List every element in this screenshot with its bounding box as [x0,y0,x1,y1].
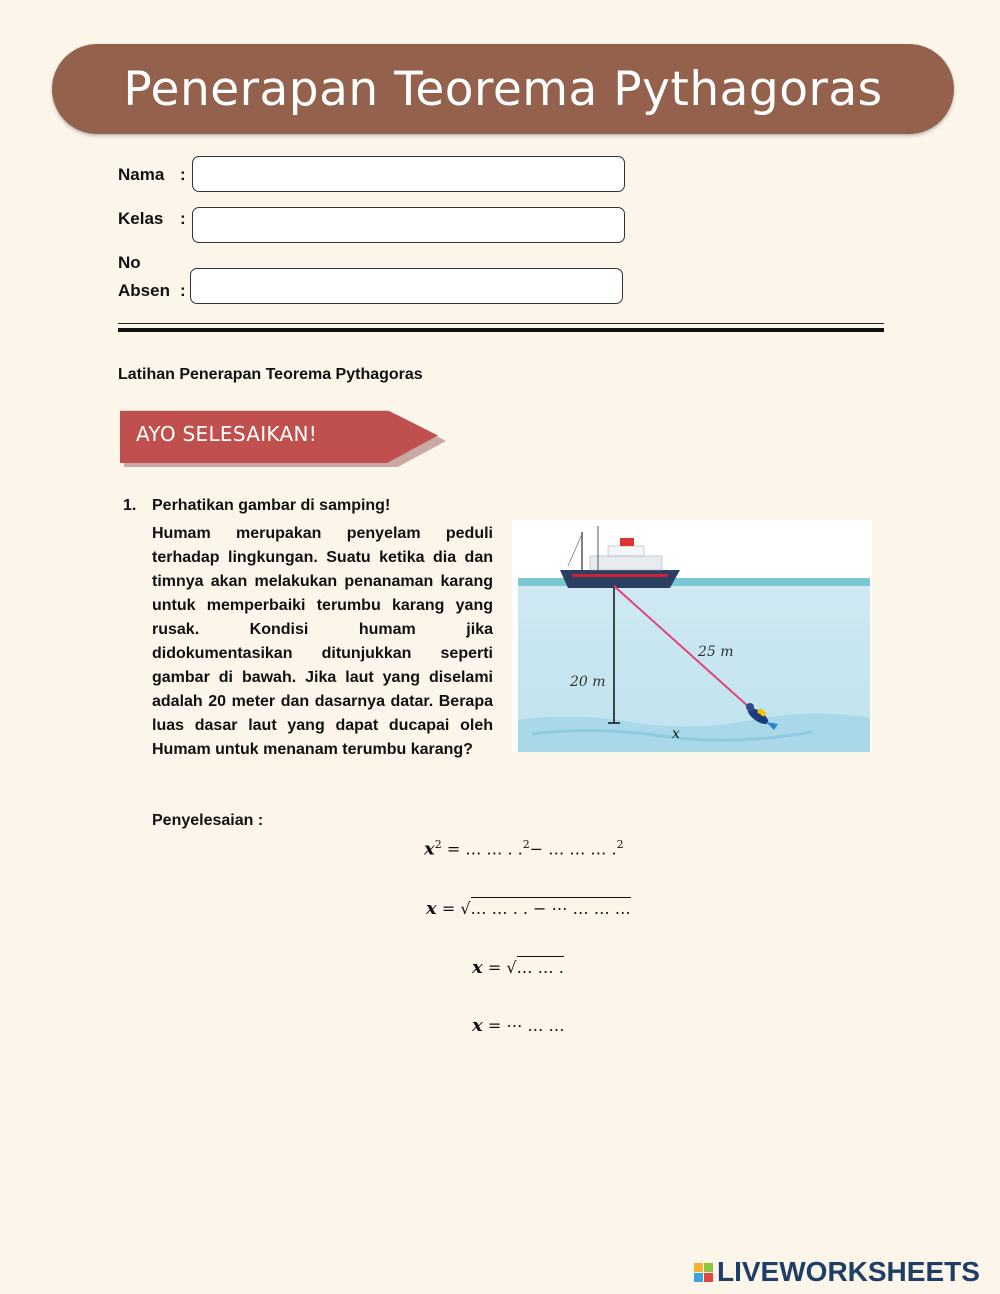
eq3-radicand: … … . [516,958,564,977]
logo-text: LIVEWORKSHEETS [717,1256,980,1287]
question-body: Humam merupakan penyelam peduli terhadap lingkungan. Suatu ketika dia dan timnya akan melakukan penanaman karang untuk memperbaiki terumbu karang yang rusak. Kondisi humam jika didokumentasikan ditunjukkan seperti gambar di bawah. Jika laut yang diselami adalah 20 meter dan dasarnya datar. Berapa luas dasar laut yang dapat ducapai oleh Humam untuk menanam terumbu karang? [152,525,493,758]
eq4-rhs: ⋯ … … [506,1016,565,1035]
kelas-label: Kelas [118,209,164,228]
nama-input[interactable] [192,156,625,192]
nama-colon: : [180,165,186,184]
divider-thick [118,328,884,332]
solution-label: Penyelesaian : [152,812,264,829]
x-label: x [672,726,680,742]
eq1-equals: = [446,839,461,859]
absen-label-no: No [118,253,141,272]
section-subtitle: Latihan Penerapan Teorema Pythagoras [118,366,423,383]
eq3-var: x [472,957,483,978]
eq3-equals: = [487,958,502,977]
eq1-var: x [424,838,435,860]
nama-label: Nama [118,165,165,184]
hypotenuse-label: 25 m [698,644,734,660]
eq1-blank-b: … … … . [543,839,617,859]
kelas-colon: : [180,209,186,228]
depth-label: 20 m [570,674,606,690]
eq1-blank-a: … … . . [465,839,523,859]
liveworksheets-logo [694,1256,980,1288]
logo-mark-icon [694,1263,713,1282]
eq1-sq-a: 2 [522,838,530,851]
eq3-sqrt-icon: √ [506,958,517,977]
eq1-sq-b: 2 [616,838,624,851]
divider-thin [118,323,884,324]
equation-line-3 [472,957,564,978]
eq1-sq: 2 [434,838,442,851]
eq2-var: x [426,898,437,919]
equation-line-2 [426,898,631,919]
absen-label: Absen [118,281,170,300]
question-number: 1. [123,497,137,514]
eq4-equals: = [487,1016,502,1035]
absen-colon: : [180,281,186,300]
page-title: Penerapan Teorema Pythagoras [123,61,883,117]
ayo-selesaikan-banner [120,410,450,470]
question-heading: Perhatikan gambar di samping! [152,497,391,514]
kelas-input[interactable] [192,207,625,243]
eq1-minus: − [529,839,544,859]
title-banner [52,44,954,134]
diver-illustration [512,520,872,752]
eq4-var: x [472,1015,483,1036]
equation-line-1 [424,838,624,859]
eq2-radicand: … … . . − ⋯ … … … [470,899,631,918]
ayo-label: AYO SELESAIKAN! [136,422,318,446]
eq2-sqrt-icon: √ [460,899,471,918]
equation-line-4 [472,1015,565,1036]
absen-input[interactable] [190,268,623,304]
eq2-equals: = [441,899,456,918]
